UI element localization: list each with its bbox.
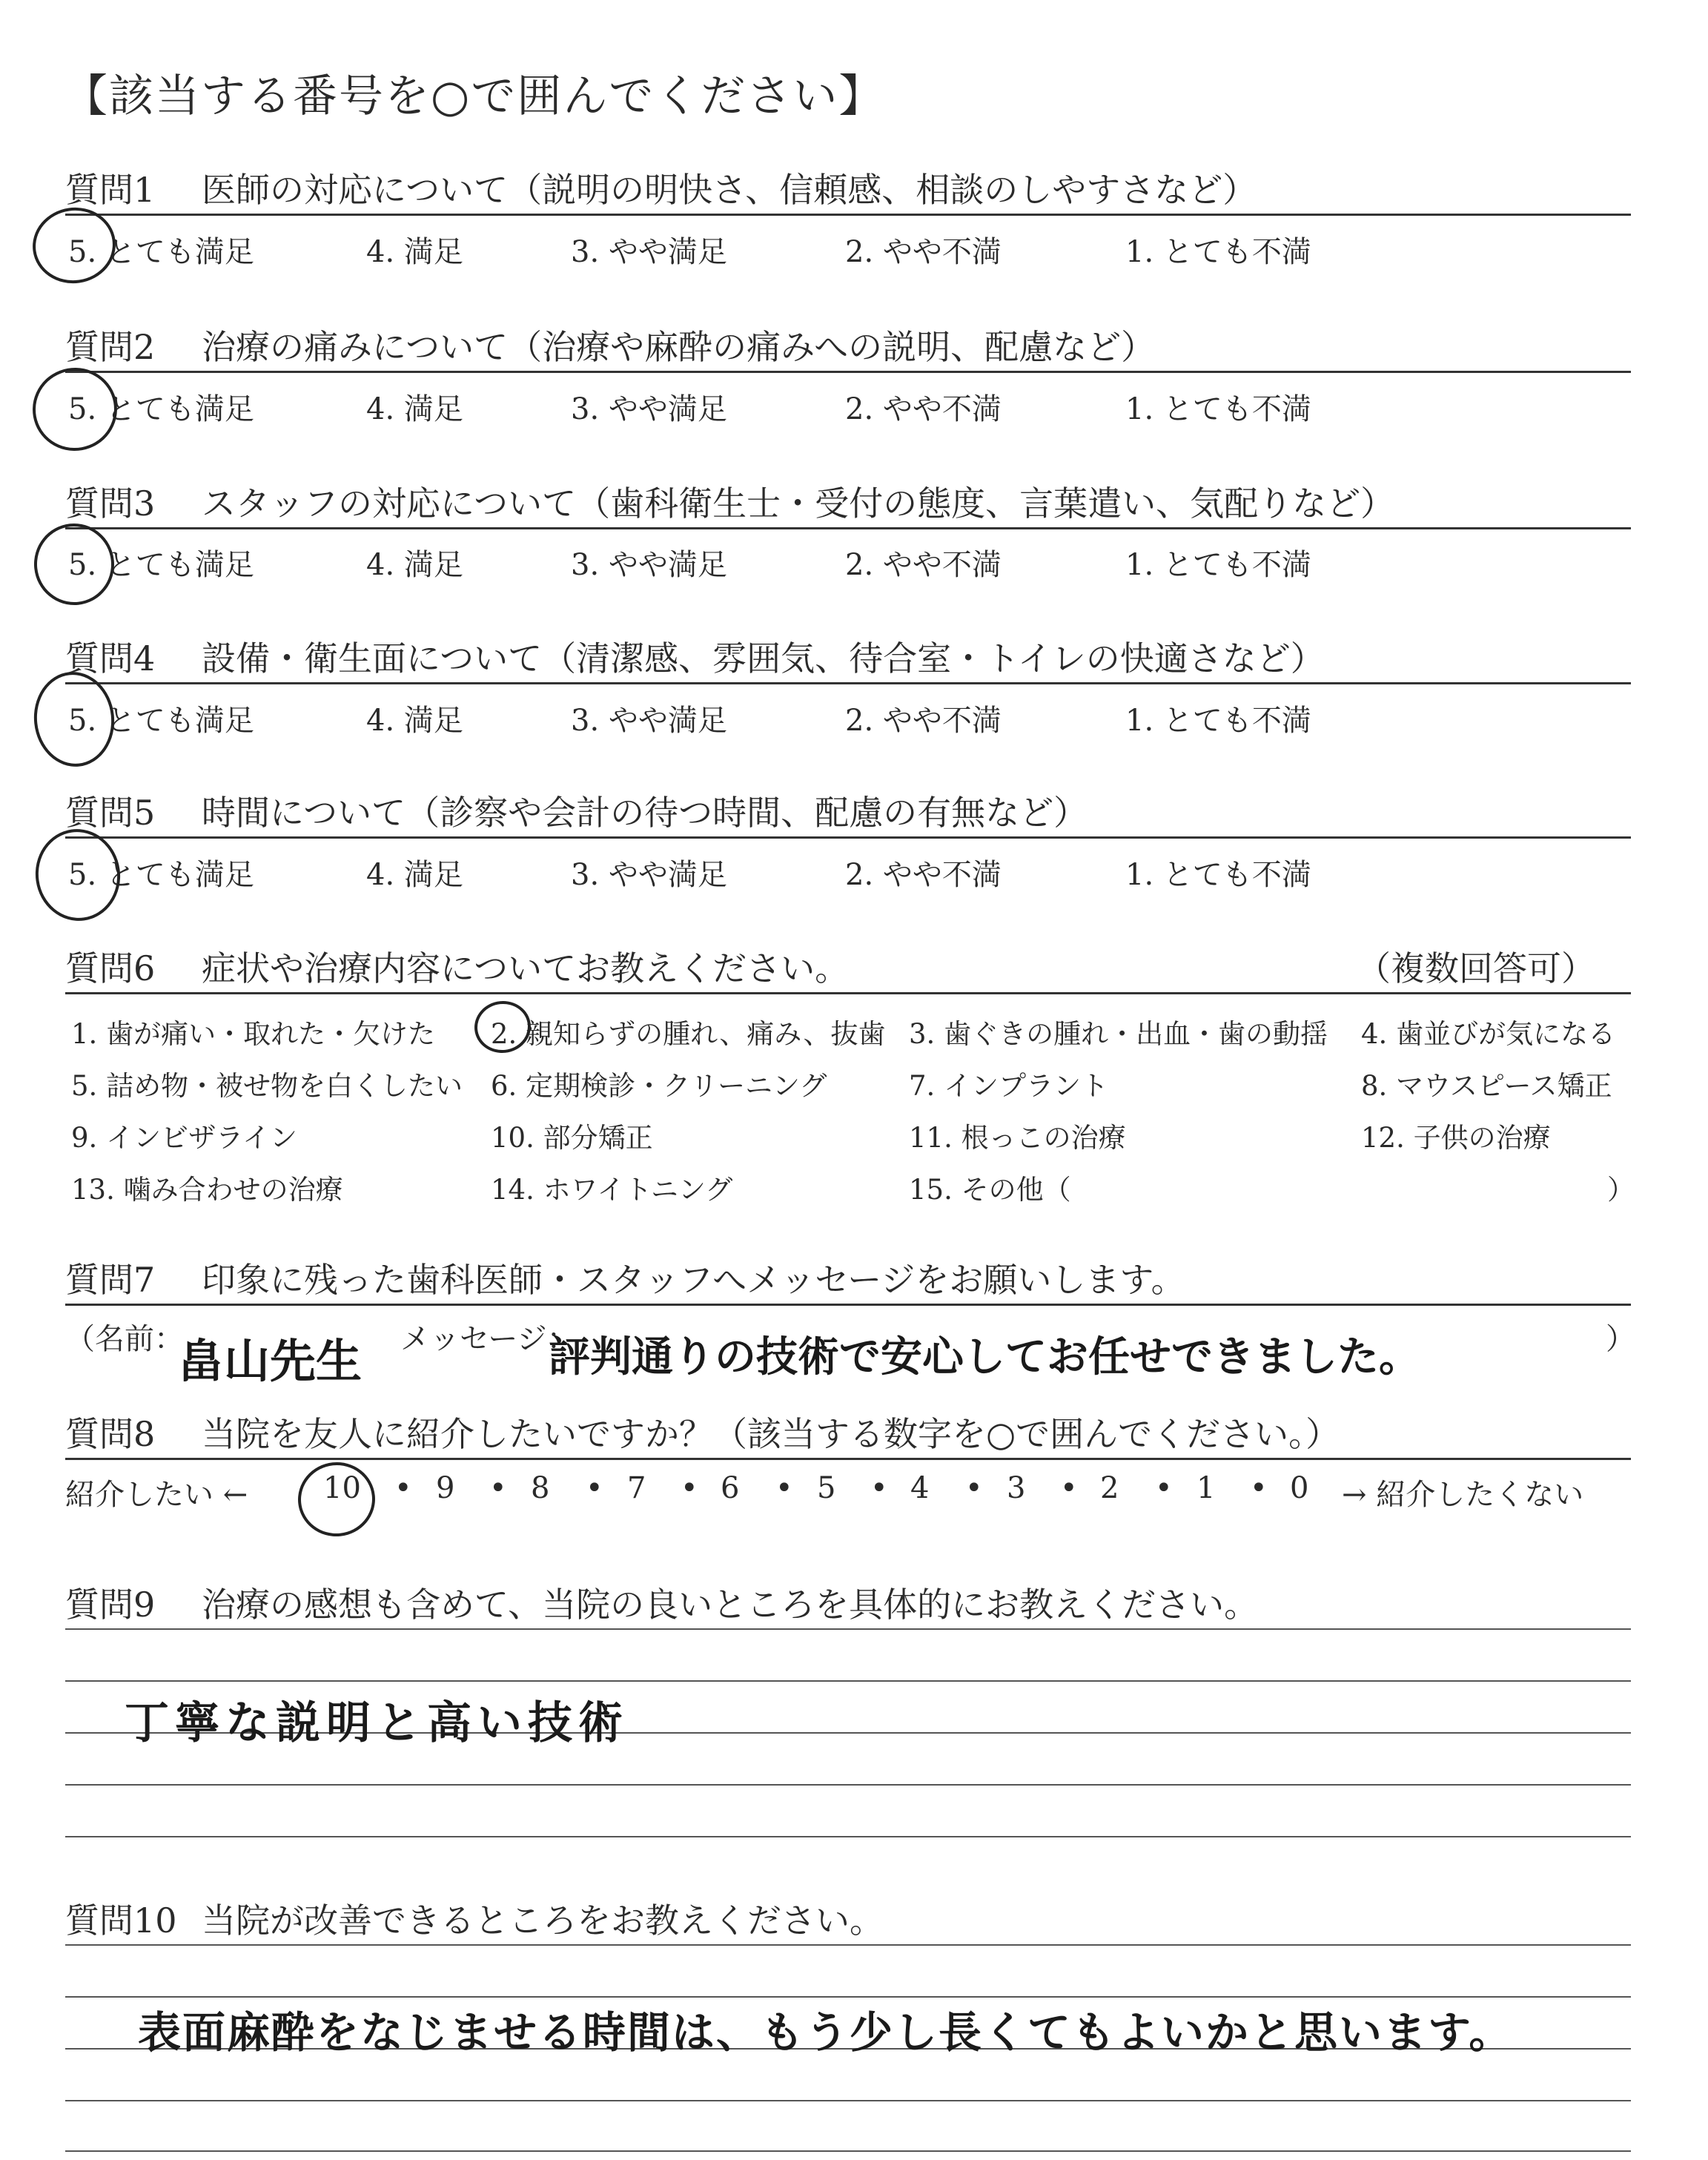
- q10-rule: [65, 1944, 1631, 1946]
- q4-option-3[interactable]: 3. やや満足: [571, 704, 727, 738]
- q8-separator-dot: •: [489, 1471, 507, 1505]
- q6-option-10[interactable]: 10. 部分矯正: [491, 1122, 653, 1154]
- q8-separator-dot: •: [681, 1471, 698, 1505]
- q7-message-value[interactable]: 評判通りの技術で安心してお任せできました。: [549, 1332, 1420, 1381]
- q2-label: 質問2: [65, 327, 156, 367]
- q2-option-2[interactable]: 2. やや不満: [845, 392, 1002, 426]
- q6-option-13[interactable]: 13. 噛み合わせの治療: [71, 1174, 343, 1206]
- q3-label: 質問3: [65, 483, 156, 524]
- q6-option-2[interactable]: 2. 親知らずの腫れ、痛み、抜歯: [491, 1018, 886, 1050]
- q1-rule: [65, 214, 1631, 216]
- q6-option-3[interactable]: 3. 歯ぐきの腫れ・出血・歯の動揺: [909, 1018, 1328, 1050]
- q8-separator-dot: •: [775, 1471, 793, 1505]
- q5-option-2[interactable]: 2. やや不満: [845, 858, 1002, 892]
- q1-option-3[interactable]: 3. やや満足: [571, 235, 727, 269]
- q8-scale-6[interactable]: 6: [721, 1471, 740, 1505]
- answer-line: [65, 2100, 1631, 2101]
- answer-line: [65, 1784, 1631, 1786]
- q6-text: 症状や治療内容についてお教えください。: [202, 948, 850, 988]
- answer-line: [65, 2150, 1631, 2152]
- q5-option-1[interactable]: 1. とても不満: [1125, 858, 1311, 892]
- q6-option-5[interactable]: 5. 詰め物・被せ物を白くしたい: [71, 1070, 463, 1102]
- q6-option-15[interactable]: 15. その他（: [909, 1174, 1071, 1206]
- q2-option-1[interactable]: 1. とても不満: [1125, 392, 1311, 426]
- q3-rule: [65, 527, 1631, 529]
- q3-option-2[interactable]: 2. やや不満: [845, 548, 1002, 582]
- q1-option-1[interactable]: 1. とても不満: [1125, 235, 1311, 269]
- q8-scale-10[interactable]: 10: [323, 1471, 361, 1505]
- q5-option-3[interactable]: 3. やや満足: [571, 858, 727, 892]
- q8-label: 質問8: [65, 1414, 156, 1454]
- q7-text: 印象に残った歯科医師・スタッフへメッセージをお願いします。: [202, 1260, 1185, 1300]
- q1-option-2[interactable]: 2. やや不満: [845, 235, 1002, 269]
- q6-option-12[interactable]: 12. 子供の治療: [1361, 1122, 1551, 1154]
- q8-selection-circle: [294, 1459, 379, 1540]
- q9-text: 治療の感想も含めて、当院の良いところを具体的にお教えください。: [202, 1585, 1259, 1625]
- answer-line: [65, 1680, 1631, 1682]
- q6-other-close-paren: ）: [1607, 1174, 1635, 1206]
- q7-message-label: メッセージ：: [400, 1322, 577, 1356]
- q6-option-9[interactable]: 9. インビザライン: [71, 1122, 297, 1154]
- q1-label: 質問1: [65, 170, 156, 210]
- q7-name-value[interactable]: 畠山先生: [178, 1334, 363, 1388]
- q8-separator-dot: •: [586, 1471, 603, 1505]
- q8-scale-1[interactable]: 1: [1196, 1471, 1216, 1505]
- q6-option-4[interactable]: 4. 歯並びが気になる: [1361, 1018, 1616, 1050]
- q9-rule: [65, 1628, 1631, 1630]
- q5-selection-circle: [30, 824, 126, 927]
- q10-answer[interactable]: 表面麻酔をなじませる時間は、もう少し長くてもよいかと思います。: [138, 2007, 1514, 2058]
- q8-scale-8[interactable]: 8: [531, 1471, 550, 1505]
- q5-option-4[interactable]: 4. 満足: [366, 858, 463, 892]
- answer-line: [65, 1836, 1631, 1837]
- q8-scale-0[interactable]: 0: [1290, 1471, 1309, 1505]
- q4-text: 設備・衛生面について（清潔感、雰囲気、待合室・トイレの快適さなど）: [202, 638, 1325, 678]
- q4-option-5[interactable]: 5. とても満足: [68, 704, 254, 738]
- q9-label: 質問9: [65, 1585, 156, 1625]
- q3-option-1[interactable]: 1. とても不満: [1125, 548, 1311, 582]
- q8-separator-dot: •: [394, 1471, 412, 1505]
- q6-option-8[interactable]: 8. マウスピース矯正: [1361, 1070, 1612, 1102]
- q9-answer[interactable]: 丁寧な説明と高い技術: [125, 1697, 629, 1749]
- q2-selection-circle: [26, 361, 124, 458]
- q8-right-label: → 紹介したくない: [1342, 1478, 1584, 1512]
- q5-option-5[interactable]: 5. とても満足: [68, 858, 254, 892]
- q2-text: 治療の痛みについて（治療や麻酔の痛みへの説明、配慮など）: [202, 327, 1156, 367]
- q3-option-4[interactable]: 4. 満足: [366, 548, 463, 582]
- q10-label: 質問10: [65, 1900, 177, 1941]
- q6-rule: [65, 992, 1631, 994]
- q4-option-4[interactable]: 4. 満足: [366, 704, 463, 738]
- q8-separator-dot: •: [1155, 1471, 1173, 1505]
- q4-option-2[interactable]: 2. やや不満: [845, 704, 1002, 738]
- q8-separator-dot: •: [1060, 1471, 1078, 1505]
- q8-separator-dot: •: [965, 1471, 983, 1505]
- q8-scale-5[interactable]: 5: [817, 1471, 836, 1505]
- q3-option-5[interactable]: 5. とても満足: [68, 548, 254, 582]
- q3-option-3[interactable]: 3. やや満足: [571, 548, 727, 582]
- q2-rule: [65, 371, 1631, 373]
- q8-scale-7[interactable]: 7: [627, 1471, 646, 1505]
- q8-rule: [65, 1458, 1631, 1460]
- q10-text: 当院が改善できるところをお教えください。: [202, 1900, 884, 1941]
- q5-rule: [65, 836, 1631, 839]
- q6-option-1[interactable]: 1. 歯が痛い・取れた・欠けた: [71, 1018, 436, 1050]
- q8-left-label: 紹介したい ←: [65, 1478, 248, 1512]
- q8-scale-3[interactable]: 3: [1007, 1471, 1026, 1505]
- q6-option-6[interactable]: 6. 定期検診・クリーニング: [491, 1070, 827, 1102]
- q8-scale-4[interactable]: 4: [910, 1471, 930, 1505]
- q8-scale-2[interactable]: 2: [1100, 1471, 1119, 1505]
- q6-label: 質問6: [65, 948, 156, 988]
- q2-option-4[interactable]: 4. 満足: [366, 392, 463, 426]
- q7-name-label: （名前：: [65, 1322, 184, 1356]
- q5-text: 時間について（診察や会計の待つ時間、配慮の有無など）: [202, 793, 1088, 833]
- q7-label: 質問7: [65, 1260, 156, 1300]
- q8-separator-dot: •: [870, 1471, 888, 1505]
- q1-option-5[interactable]: 5. とても満足: [68, 235, 254, 269]
- q3-selection-circle: [30, 520, 119, 610]
- q8-scale-9[interactable]: 9: [436, 1471, 455, 1505]
- q3-text: スタッフの対応について（歯科衛生士・受付の態度、言葉遣い、気配りなど）: [202, 483, 1395, 524]
- q7-close-paren: ）: [1606, 1322, 1635, 1356]
- q7-rule: [65, 1304, 1631, 1306]
- q4-option-1[interactable]: 1. とても不満: [1125, 704, 1311, 738]
- form-title: 【該当する番号を○で囲んでください】: [63, 70, 885, 122]
- q6-option-14[interactable]: 14. ホワイトニング: [491, 1174, 733, 1206]
- q5-label: 質問5: [65, 793, 156, 833]
- q8-separator-dot: •: [1250, 1471, 1268, 1505]
- q2-option-5[interactable]: 5. とても満足: [68, 392, 254, 426]
- q1-option-4[interactable]: 4. 満足: [366, 235, 463, 269]
- q4-rule: [65, 682, 1631, 684]
- q8-text: 当院を友人に紹介したいですか？（該当する数字を○で囲んでください。）: [202, 1414, 1340, 1454]
- q6-option-7[interactable]: 7. インプラント: [909, 1070, 1109, 1102]
- q6-option-11[interactable]: 11. 根っこの治療: [909, 1122, 1126, 1154]
- q1-text: 医師の対応について（説明の明快さ、信頼感、相談のしやすさなど）: [202, 170, 1257, 210]
- q2-option-3[interactable]: 3. やや満足: [571, 392, 727, 426]
- q6-note: （複数回答可）: [1357, 948, 1595, 988]
- q4-label: 質問4: [65, 638, 156, 678]
